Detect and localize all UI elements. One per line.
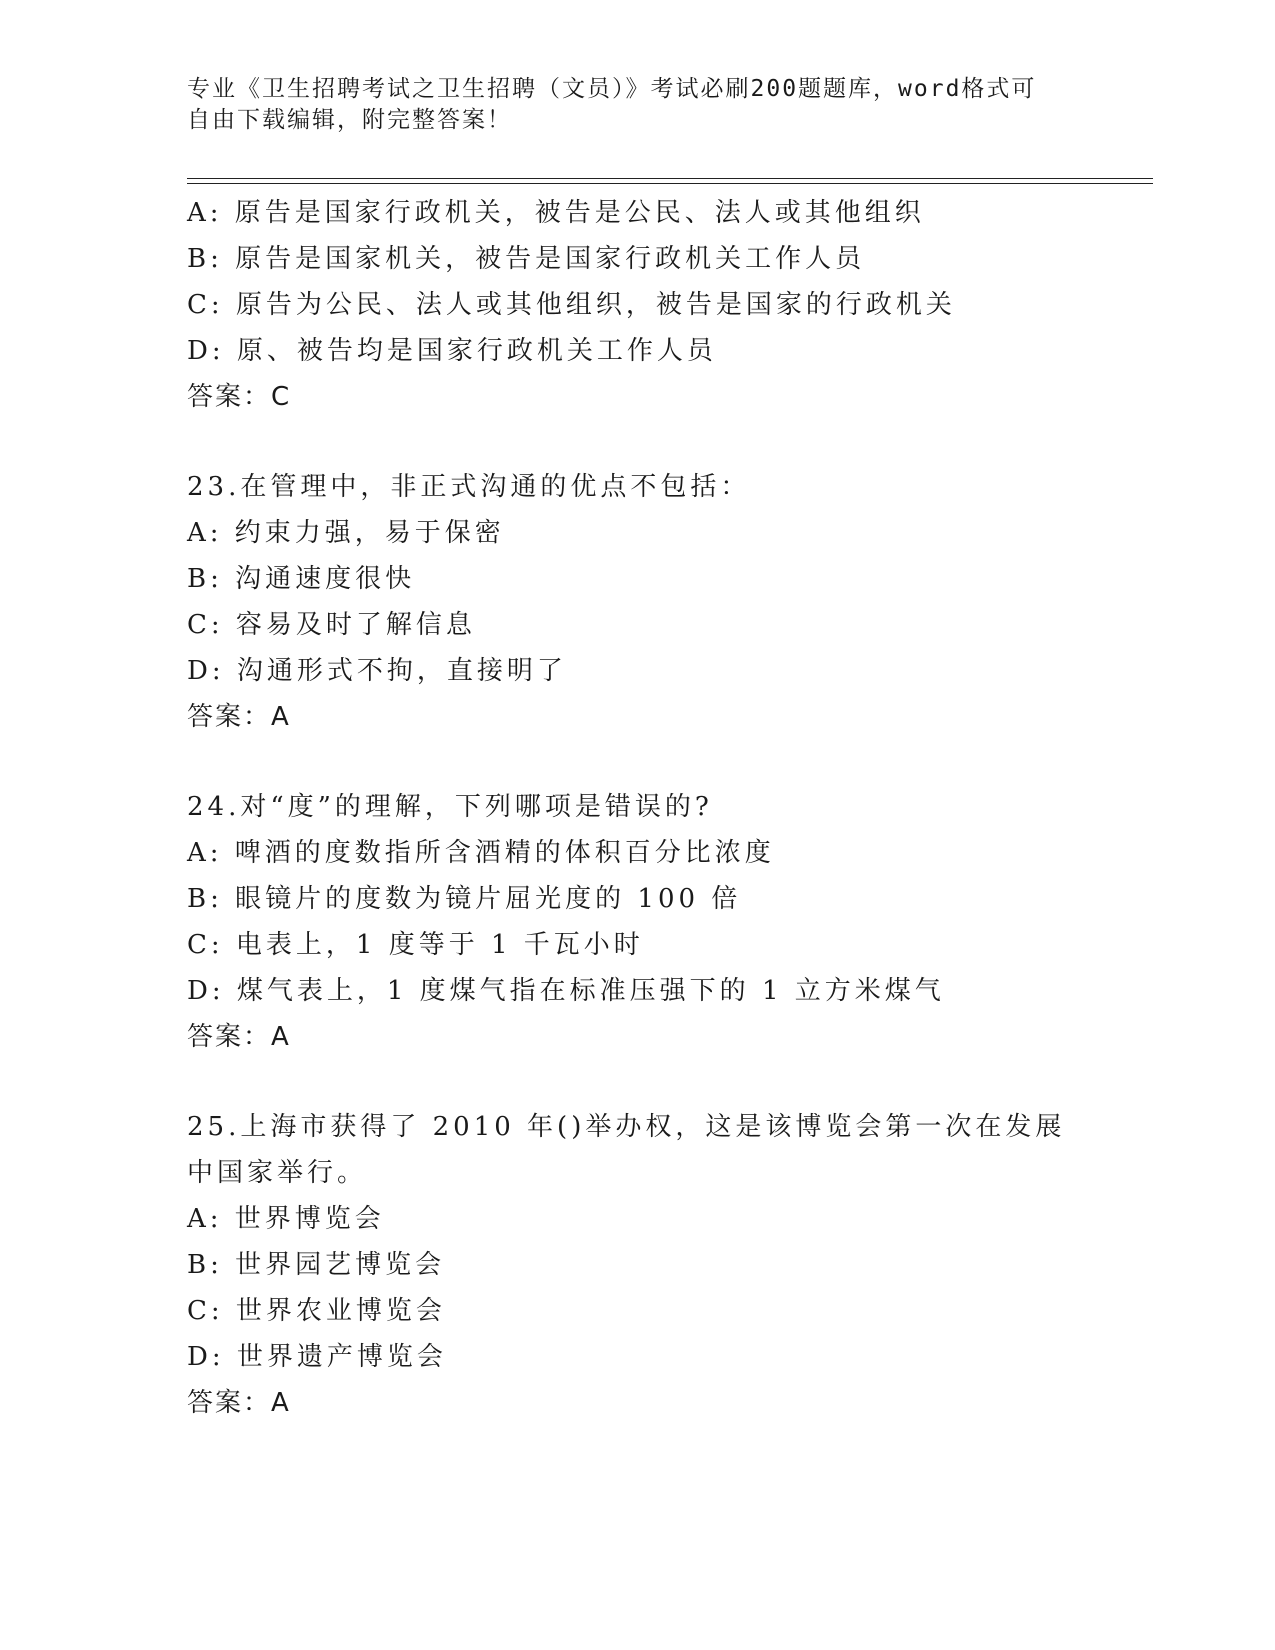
option-a: A: 世界博览会 bbox=[187, 1204, 385, 1234]
option-c: C: 原告为公民、法人或其他组织，被告是国家的行政机关 bbox=[187, 290, 956, 320]
option-d: D: 世界遗产博览会 bbox=[187, 1342, 447, 1372]
question-24 bbox=[187, 784, 1107, 1060]
option-a: A: 约束力强，易于保密 bbox=[187, 518, 505, 548]
question-25 bbox=[187, 1104, 1107, 1426]
question-text: 23.在管理中，非正式沟通的优点不包括： bbox=[187, 472, 751, 502]
header-divider-top bbox=[187, 178, 1153, 179]
option-b: B: 世界园艺博览会 bbox=[187, 1250, 446, 1280]
question-text: 24.对“度”的理解，下列哪项是错误的? bbox=[187, 792, 713, 822]
header-divider-bottom bbox=[187, 183, 1153, 184]
option-b: B: 眼镜片的度数为镜片屈光度的 100 倍 bbox=[187, 884, 742, 914]
question-23 bbox=[187, 464, 1107, 740]
option-c: C: 容易及时了解信息 bbox=[187, 610, 476, 640]
option-b: B: 原告是国家机关，被告是国家行政机关工作人员 bbox=[187, 244, 866, 274]
option-a: A: 原告是国家行政机关，被告是公民、法人或其他组织 bbox=[187, 198, 925, 228]
question-text: 25.上海市获得了 2010 年()举办权，这是该博览会第一次在发展中国家举行。 bbox=[187, 1112, 1066, 1188]
option-d: D: 煤气表上，1 度煤气指在标准压强下的 1 立方米煤气 bbox=[187, 976, 945, 1006]
option-b: B: 沟通速度很快 bbox=[187, 564, 416, 594]
option-c: C: 世界农业博览会 bbox=[187, 1296, 446, 1326]
option-c: C: 电表上，1 度等于 1 千瓦小时 bbox=[187, 930, 644, 960]
option-d: D: 沟通形式不拘，直接明了 bbox=[187, 656, 567, 686]
question-22 bbox=[187, 190, 1107, 420]
answer: 答案：C bbox=[187, 382, 292, 412]
answer: 答案：A bbox=[187, 1022, 291, 1052]
answer: 答案：A bbox=[187, 702, 291, 732]
option-a: A: 啤酒的度数指所含酒精的体积百分比浓度 bbox=[187, 838, 775, 868]
answer: 答案：A bbox=[187, 1388, 291, 1418]
question-list bbox=[187, 190, 1107, 1426]
document-header: 专业《卫生招聘考试之卫生招聘（文员）》考试必刷200题题库，word格式可自由下载编辑，附完整答案！ bbox=[187, 76, 1037, 133]
option-d: D: 原、被告均是国家行政机关工作人员 bbox=[187, 336, 717, 366]
